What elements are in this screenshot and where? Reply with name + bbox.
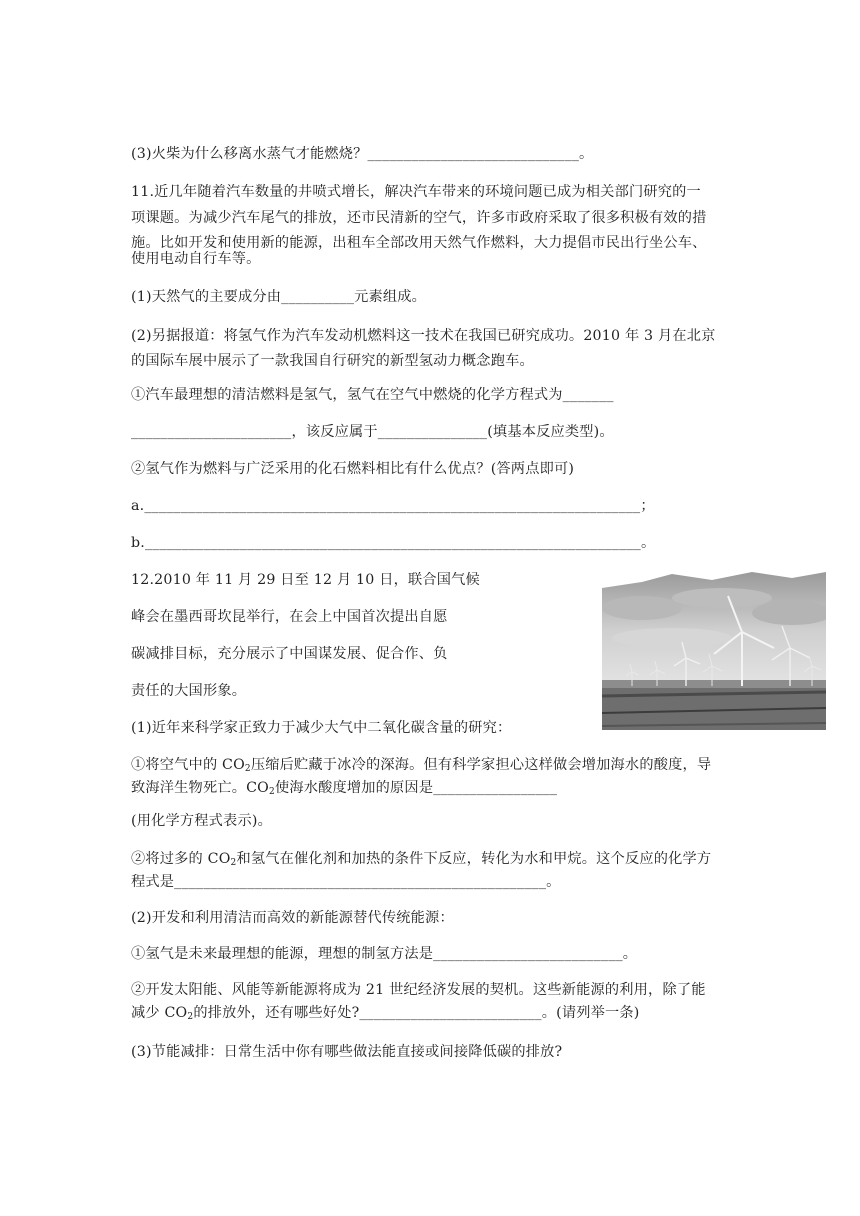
subscript: 2: [230, 858, 237, 868]
q12-stem-line-1: 12.2010 年 11 月 29 日至 12 月 10 日，联合国气候: [131, 572, 480, 588]
q11-part2-sub1-line-1: ①汽车最理想的清洁燃料是氢气，氢气在空气中燃烧的化学方程式为_______: [131, 387, 614, 403]
q11-part2-line-2: 的国际车展中展示了一款我国自行研究的新型氢动力概念跑车。: [131, 353, 534, 369]
subscript: 2: [187, 1012, 194, 1022]
q12-part1-sub1-line-2: [131, 778, 557, 802]
text-seg: 压缩后贮藏于冰冷的深海。但有科学家担心这样做会增加海水的酸度，导: [250, 757, 712, 773]
q11-stem-line-4: 使用电动自行车等。: [131, 251, 261, 267]
text-seg: 减少 CO: [131, 1005, 188, 1021]
q11-answer-a: a.____________________________________________________________________；: [131, 498, 655, 514]
q12-part2-sub2-line-2: [131, 1003, 640, 1027]
wind-farm-image: [602, 568, 826, 730]
q12-stem-line-3: 碳减排目标，充分展示了中国谋发展、促合作、负: [131, 646, 448, 662]
q12-stem-line-2: 峰会在墨西哥坎昆举行，在会上中国首次提出自愿: [131, 609, 448, 625]
q11-part2-sub1-line-2: ______________________，该反应属于_______________(填基本反应类型)。: [131, 424, 614, 440]
text-seg: 致海洋生物死亡。CO: [131, 780, 269, 796]
text-seg: 使海水酸度增加的原因是_________________: [274, 780, 558, 796]
text-seg: 的排放外，还有哪些好处?_________________________。(请列举一条): [193, 1005, 640, 1021]
text-seg: 和氢气在催化剂和加热的条件下反应，转化为水和甲烷。这个反应的化学方: [236, 851, 712, 867]
q11-part2-line-1: (2)另据报道：将氢气作为汽车发动机燃料这一技术在我国已研究成功。2010 年 3 月在北京: [131, 328, 716, 344]
subscript: 2: [244, 764, 251, 774]
q12-part1-sub1-line-1: [131, 755, 711, 779]
q12-part1-sub1-line-3: (用化学方程式表示)。: [131, 813, 272, 829]
q11-stem-line-2: 项课题。为减少汽车尾气的排放，还市民清新的空气，许多市政府采取了很多积极有效的措: [131, 210, 707, 226]
q12-part1-sub2-line-1: [131, 849, 711, 873]
q11-part1: (1)天然气的主要成分由__________元素组成。: [131, 289, 427, 305]
q12-part1: (1)近年来科学家正致力于减少大气中二氧化碳含量的研究：: [131, 720, 512, 736]
q12-part2: (2)开发和利用清洁而高效的新能源替代传统能源：: [131, 910, 454, 926]
q12-stem-line-4: 责任的大国形象。: [131, 683, 247, 699]
q11-stem-line-1: 11.近几年随着汽车数量的井喷式增长，解决汽车带来的环境问题已成为相关部门研究的一: [131, 184, 701, 200]
q12-part1-sub2-line-2: 程式是___________________________________________________。: [131, 874, 561, 890]
q12-part3: (3)节能减排：日常生活中你有哪些做法能直接或间接降低碳的排放?: [131, 1044, 563, 1060]
q11-answer-b: b.____________________________________________________________________。: [131, 535, 656, 551]
q11-stem-line-3: 施。比如开发和使用新的能源，出租车全部改用天然气作燃料，大力提倡市民出行坐公车、: [131, 235, 707, 251]
q12-part2-sub2-line-1: ②开发太阳能、风能等新能源将成为 21 世纪经济发展的契机。这些新能源的利用，除了能: [131, 982, 706, 998]
q11-part2-sub2: ②氢气作为燃料与广泛采用的化石燃料相比有什么优点？(答两点即可): [131, 461, 575, 477]
text-seg: ①将空气中的 CO: [131, 757, 245, 773]
subscript: 2: [269, 787, 275, 797]
wind-turbines-photo: [602, 568, 826, 730]
q11-3-line: (3)火柴为什么移离水蒸气才能燃烧？_____________________________。: [131, 146, 594, 162]
q12-part2-sub1: ①氢气是未来最理想的能源，理想的制氢方法是__________________________。: [131, 946, 638, 962]
text-seg: ②将过多的 CO: [131, 851, 231, 867]
